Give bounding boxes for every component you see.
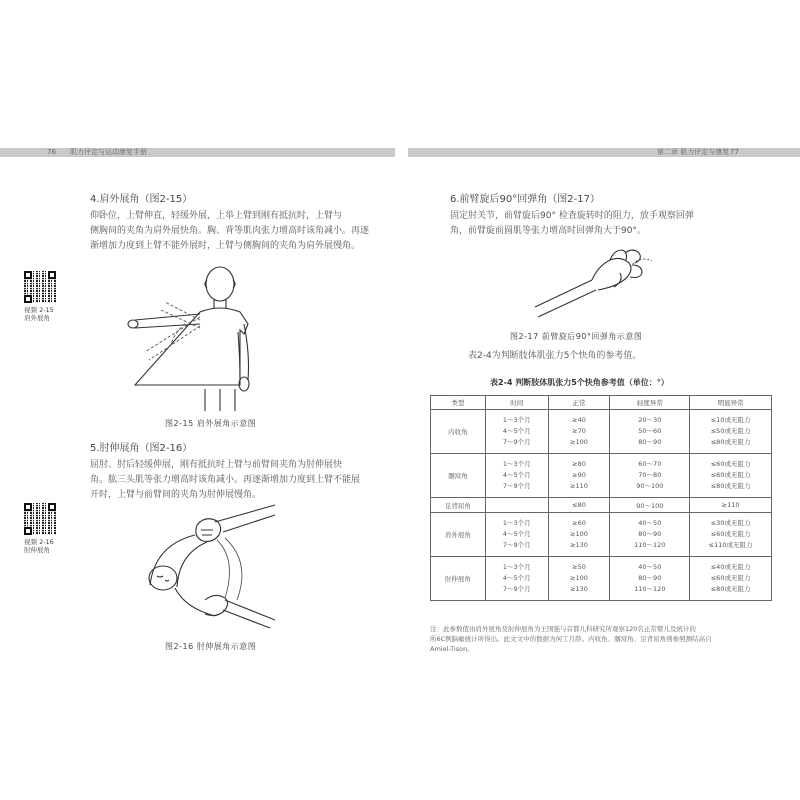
cell-severe: ≤10或无阻力 ≤50或无阻力 ≤80或无阻力 [690, 410, 772, 454]
table-note [430, 624, 775, 654]
section-4-heading: 4.肩外展角（图2-15） [90, 194, 193, 205]
section-6-text [450, 209, 760, 239]
left-running-title: 肌力评定与运动康复手册 [70, 148, 147, 156]
cell-severe: ≤30或无阻力 ≤60或无阻力 ≤110或无阻力 [690, 513, 772, 557]
left-page-number: 76 [47, 148, 56, 156]
table-note-line-3: Amiel-Tison。 [430, 645, 474, 653]
header-time: 时间 [485, 396, 548, 410]
section-6-line-2: 角，前臂旋前圆肌等张力增高时回弹角大于90°。 [450, 226, 646, 236]
figure-2-16-elbow-extension [135, 500, 280, 630]
right-running-title: 第二章 肌力评定与康复 [657, 148, 730, 156]
cell-type: 肩外展角 [431, 513, 486, 557]
header-type: 类型 [431, 396, 486, 410]
figure-2-16-caption: 图2-16 肘伸展角示意图 [165, 642, 257, 651]
cell-mild: 90～100 [610, 498, 690, 513]
cell-type: 腘窝角 [431, 454, 486, 498]
figure-2-15-shoulder-abduction [125, 262, 275, 412]
table-row [431, 410, 772, 454]
cell-severe: ≥110 [690, 498, 772, 513]
right-header-bar [408, 148, 800, 157]
table-note-line-2: 所6C例脑瘫统计所得出。此文文中的数据为何工月龄。内收角、腘窝角、足背屈角则参照测结高自 [430, 635, 712, 643]
section-4-line-3: 渐增加力度到上臂不能外展时，上臂与侧胸间的夹角为肩外展慢角。 [90, 241, 361, 251]
cell-type: 肘伸展角 [431, 557, 486, 601]
cell-normal: ≥50 ≥100 ≥130 [548, 557, 610, 601]
section-6-line-1: 固定肘关节，前臂旋后90° 检查旋转时的阻力，放手观察回弹 [450, 211, 694, 221]
cell-mild: 40～50 80～90 110～120 [610, 557, 690, 601]
cell-normal: ≥40 ≥70 ≥100 [548, 410, 610, 454]
qr-code-video-2-16[interactable] [24, 503, 56, 535]
cell-normal: ≥60 ≥100 ≥130 [548, 513, 610, 557]
cell-time: 1～3个月 4～5个月 7～9个月 [485, 557, 548, 601]
left-header-bar [0, 148, 395, 157]
section-5-line-3: 开时，上臂与前臂间的夹角为肘伸展慢角。 [90, 490, 262, 500]
header-mild: 轻度异常 [610, 396, 690, 410]
cell-mild: 20～30 50～60 80～90 [610, 410, 690, 454]
figure-2-15-caption: 图2-15 肩外展角示意图 [165, 419, 257, 428]
table-2-4 [430, 395, 772, 601]
table-row [431, 513, 772, 557]
header-normal: 正常 [548, 396, 610, 410]
table-note-line-1: 注：此参数值由肩外展角及肘伸展角为王国强与首都儿科研究所观察120名正常婴儿及统计的 [430, 625, 696, 633]
cell-type: 内收角 [431, 410, 486, 454]
section-6-heading: 6.前臂旋后90°回弹角（图2-17） [450, 194, 600, 205]
figure-2-17-caption: 图2-17 前臂旋后90°回弹角示意图 [510, 332, 643, 341]
cell-time: 1～3个月 4～5个月 7～9个月 [485, 513, 548, 557]
section-5-line-1: 屈肘、肘后轻缓伸展，刚有抵抗时上臂与前臂间夹角为肘伸展快 [90, 460, 343, 470]
cell-normal: ≥80 ≥90 ≥110 [548, 454, 610, 498]
table-2-4-title: 表2-4 判断肢体肌张力5个快角参考值（单位：°） [490, 378, 669, 387]
qr-label-2-15: 视频 2-15 肩外展角 [24, 306, 54, 322]
qr-label-2-16: 视频 2-16 肘伸展角 [24, 538, 54, 554]
right-page-number: 77 [730, 148, 739, 156]
cell-time: 1～3个月 4～5个月 7～9个月 [485, 454, 548, 498]
cell-time: 1～3个月 4～5个月 7～9个月 [485, 410, 548, 454]
section-5-text [90, 458, 390, 503]
header-severe: 明显异常 [690, 396, 772, 410]
cell-severe: ≤40或无阻力 ≤60或无阻力 ≤80或无阻力 [690, 557, 772, 601]
section-4-line-2: 侧胸间的夹角为肩外展快角。胸、背等肌肉张力增高时该角减小。再逐 [90, 226, 370, 236]
section-5-line-2: 角。肱三头肌等张力增高时该角减小。再逐渐增加力度到上臂不能展 [90, 475, 361, 485]
qr-code-video-2-15[interactable] [24, 271, 56, 303]
cell-severe: ≤60或无阻力 ≤60或无阻力 ≤80或无阻力 [690, 454, 772, 498]
table-row [431, 454, 772, 498]
cell-normal: ≤80 [548, 498, 610, 513]
cell-mild: 40～50 80～90 110～120 [610, 513, 690, 557]
figure-2-17-forearm-supination [530, 245, 660, 320]
cell-time [485, 498, 548, 513]
table-row [431, 557, 772, 601]
section-4-text [90, 209, 390, 254]
cell-type: 足背屈角 [431, 498, 486, 513]
section-5-heading: 5.肘伸展角（图2-16） [90, 443, 193, 454]
cell-mild: 60～70 70～80 90～100 [610, 454, 690, 498]
table-intro: 表2-4为判断肢体肌张力5个快角的参考值。 [468, 351, 642, 361]
table-row [431, 498, 772, 513]
table-header-row [431, 396, 772, 410]
section-4-line-1: 仰卧位，上臂伸直，轻缓外展，上举上臂到刚有抵抗时，上臂与 [90, 211, 343, 221]
